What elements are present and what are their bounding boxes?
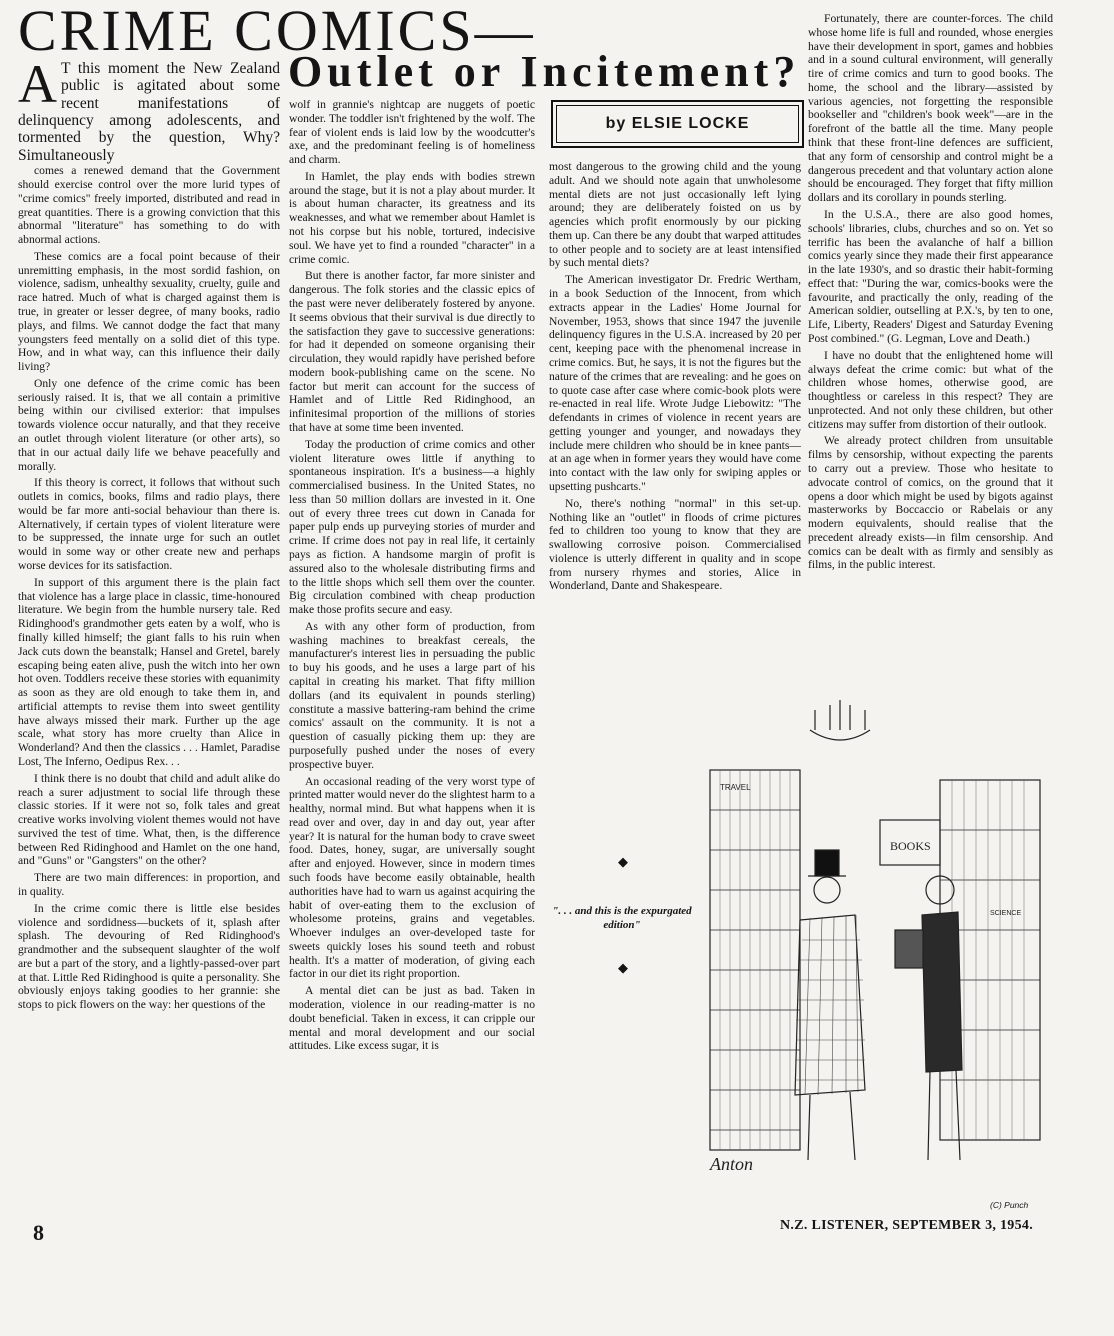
publication-footer: N.Z. LISTENER, SEPTEMBER 3, 1954. [780,1218,1034,1233]
column-4 [808,12,1053,682]
paragraph: As with any other form of production, from washing machines to breakfast cereals, the manufacturer's interest lies in persuading the public to buy his goods, and he uses a large part of his capital in creating his market. That fifty million dollars (and its equivalent in pounds sterling) constitute a massive battering-ram behind the crime comics' assault on the community. It is not a question of casually picking them up: they are purposefully pushed under the noses of every prospective buyer. [289,619,535,771]
paragraph: If this theory is correct, it follows that without such outlets in comics, books, films and radio plays, there would be far more anti-social behaviour than there is. Alternatively, if certain types of violent literature were to be suppressed, the innate urge for such an outlet would in some way or other create new and perhaps worse devices for its satisfaction. [18,476,280,573]
paragraph: We already protect children from unsuitable films by censorship, without expecting the parents to carry out a preview. Those who hesitate to advocate control of comics, on the ground that it opens a door which might be used by bigots against masterworks by Boccaccio or Rabelais or any modern equivalents, should realise that the precedent already exists—in film censorship. And comics can be dealt with as firmly and sensibly as films, in the public interest. [808,434,1053,572]
cartoon-sign-text: BOOKS [890,839,931,853]
column-4-body [808,12,1053,572]
column-1 [18,60,280,1210]
column-3-body [549,160,801,593]
cartoon-credit: (C) Punch [990,1200,1029,1210]
paragraph: Only one defence of the crime comic has been seriously raised. It is, that we all contain a primitive being within our civilised exterior: that impulses towards violence occur naturally, and that they receive an outlet through violent literature (or other arts), so that in our actual daily life we behave peacefully and morally. [18,376,280,473]
headline-line-2: Outlet or Incitement? [288,47,801,96]
headline-line-1: CRIME COMICS— [18,0,536,63]
paragraph: The American investigator Dr. Fredric Wertham, in a book Seduction of the Innocent, from which extracts appear in the Ladies' Home Journal for November, 1953, shows that since 1947 the juvenile delinquency figures in the U.S.A. increased by 20 per cent, keeping pace with the phenomenal increase in crime comics. But, he says, it is not the figures but the nature of the crimes that are revealing: and he goes on to quote case after case where comic-book plots were re-enacted in real life. Wrote Judge Liebowitz: "The defendants in crimes of violence in recent years are getting younger and younger, and nowadays they include mere children who should be in knee pants—at an age when in former years they would have come into contact with the law only for swiping apples or upsetting pushcarts." [549,273,801,493]
paragraph: Fortunately, there are counter-forces. The child whose home life is full and rounded, whose energies have their development in sport, games and hobbies and in a sound cultural environment, will generally tire of crime comics and turn to good books. The home, the school and the library—assisted by various agencies, not forgetting the responsible bookseller and "children's book week"—are in the forefront of the battle all the time. Many people think that these front-line defences are sufficient, that any form of censorship and control might be a dangerous precedent and that voluntary action alone should be encouraged. They forget that fifty million dollars and its corollary in pounds sterling. [808,12,1053,205]
cartoon-signature: Anton [710,1154,753,1174]
paragraph: I think there is no doubt that child and adult alike do reach a surer adjustment to social life through these classic stories. If it were not so, folk tales and great creative works involving violent themes would not have survived the test of time. What, then, is the difference between Red Ridinghood and Hamlet on the one hand, and "Guns" or "Gangsters" on the other? [18,771,280,868]
column-2-body [289,98,535,1053]
paragraph: But there is another factor, far more sinister and dangerous. The folk stories and the classic epics of the past were never deliberately fostered by anyone. It seems obvious that their survival is due directly to the satisfaction they gave to successive generations: for had it depended on someone organising their circulation, they would rapidly have perished before modern book-publishing came on the scene. No factor but merit can account for the success of Hamlet and of Little Red Ridinghood, an infinitesimal proportion of the millions of stories that have at some time been invented. [289,269,535,434]
paragraph: comes a renewed demand that the Government should exercise control over the more lurid types of "crime comics" freely imported, distributed and read in great quantities. There is a growing conviction that this abnormal "literature" has something to do with abnormal actions. [18,164,280,247]
bookshop-drawing [690,690,1060,1190]
paragraph: An occasional reading of the very worst type of printed matter would never do the slightest harm to a healthy, normal mind. But what happens when it is read over and over, day in and day out, year after year? It is natural for the human body to crave sweet food. Dates, honey, sugar, are universally sought after and enjoyed. However, since in modern times such foods have become easily obtainable, health authorities have had to warn us against acquiring the habit of over-eating them to the exclusion of wholesome proteins, grains and vegetables. Whoever indulges an over-developed taste for sweets quickly loses his sound teeth and robust health. It's a matter of moderation, of giving each factor in our diet its right proportion. [289,774,535,981]
diamond-icon: ◆ [618,960,628,975]
column-1-body [18,164,280,1012]
paragraph: There are two main differences: in proportion, and in quality. [18,871,280,898]
cartoon-shelf-label: TRAVEL [720,783,751,792]
paragraph: In the crime comic there is little else besides violence and sordidness—buckets of it, splash after splash. The devouring of Red Ridinghood's grandmother and the subsequent slaughter of the wolf are but a part of the story, and a lightly-passed-over part at that. Little Red Ridinghood is quite a personality. She obviously enjoys taking goodies to her grannie: she stops to pick flowers on the way: her questions of the [18,901,280,1012]
paragraph: No, there's nothing "normal" in this set-up. Nothing like an "outlet" in floods of crime pictures fed to children too young to know that they are swallowing corrosive poison. Commercialised violence is utterly different in quality and in scope from nursery rhymes and stories, Alice in Wonderland, Dante and Shakespeare. [549,496,801,593]
paragraph: most dangerous to the growing child and the young adult. And we should note again that unwholesome mental diets are not just occasionally left lying around; they are deliberately foisted on us by agencies which profit enormously by our picking them up. Can there be any doubt that warped attitudes to other people and to society are at least intensified by such mental diets? [549,160,801,270]
paragraph: These comics are a focal point because of their unremitting emphasis, in the most sordid fashion, on violence, sadism, unhealthy sexuality, cruelty, guile and race hatred. Much of what is charged against them is true, in greater or lesser degree, of many books, radio plays, and films. We cannot dodge the fact that many youngsters feed mentally on a solid diet of this type. How, and in what way, can this influence their daily living? [18,249,280,374]
cartoon-shelf-label-2: SCIENCE [990,910,1022,917]
byline: by ELSIE LOCKE [551,100,804,148]
page-number: 8 [33,1220,44,1245]
cartoon-caption [548,854,696,975]
caption-text: ". . . and this is the expurgated edition" [552,905,692,932]
column-3 [549,160,801,680]
column-2 [289,98,535,1218]
paragraph: wolf in grannie's nightcap are nuggets of poetic wonder. The toddler isn't frightened by the wolf. The fear of violent ends is laid low by the woodcutter's axe, and the predominant feeling is of homeliness and charm. [289,98,535,167]
drop-cap: A [18,60,57,114]
paragraph: Today the production of crime comics and other violent literature owes little if anything to spontaneous inspiration. It's a business—a highly commercialised business. In the United States, no less than 50 million dollars are invested in it. One out of every three trees cut down in Canada for paper pulp ends up purveying stories of murder and crime. If crime does not pay in real life, it certainly pays as fiction. A handsome margin of profit is assured also to the wholesale distributing firms and to the little shops which sell them over the counter. Big circulation combined with cheap production make those profits secure and easy. [289,437,535,617]
diamond-icon: ◆ [618,854,628,869]
paragraph: In support of this argument there is the plain fact that violence has a large place in classic, time-honoured literature. We begin from the humble nursery tale. Red Ridinghood's grandmother gets eaten by a wolf, who is finally killed himself; the giant falls to his ruin when Jack cuts down the beanstalk; Hansel and Gretel, barely escaping being eaten alive, push the witch into her own hot oven. Toddlers receive these stories with equanimity as soon as they are old enough to take them in, and artificial attempts to revise them into sweet gentility have always missed their mark. Further up the age scale, what story has more cruelty than Alice in Wonderland? And then the classics . . . Hamlet, Paradise Lost, The Inferno, Oedipus Rex. . . [18,575,280,768]
paragraph: In the U.S.A., there are also good homes, schools' libraries, clubs, churches and so on. Yet so terrific has been the avalanche of half a billion comics yearly since they made their first appearance in the late 1930's, and so drastic their habit-forming effect that: "During the war, comics-books were the favourite, and practically the only, reading of the American soldier, outselling at P.X.'s, by ten to one, Life, Liberty, Readers' Digest and Saturday Evening Post combined." (G. Legman, Love and Death.) [808,207,1053,345]
paragraph: In Hamlet, the play ends with bodies strewn around the stage, but it is not a play about murder. It is about human character, its greatness and its weaknesses, and what we remember about Hamlet is not his corpse but his noble, tortured, indecisive soul. We have yet to find a rounded "character" in a crime comic. [289,169,535,266]
paragraph: A mental diet can be just as bad. Taken in moderation, violence in our reading-matter is no doubt beneficial. Taken in excess, it can cripple our mental and moral development and our social attitudes. Like excess sugar, it is [289,984,535,1053]
paragraph: I have no doubt that the enlightened home will always defeat the crime comic: but what of the children whose homes, otherwise good, are thoughtless or careless in this respect? They are unprotected. And not only these children, but other citizens may suffer from distortion of their outlook. [808,348,1053,431]
cartoon-illustration [690,690,1060,1190]
lead-paragraph: T this moment the New Zealand public is agitated about some recent manifestations of delinquency among adolescents, and tormented by the question, Why? Simultaneously [18,60,280,164]
